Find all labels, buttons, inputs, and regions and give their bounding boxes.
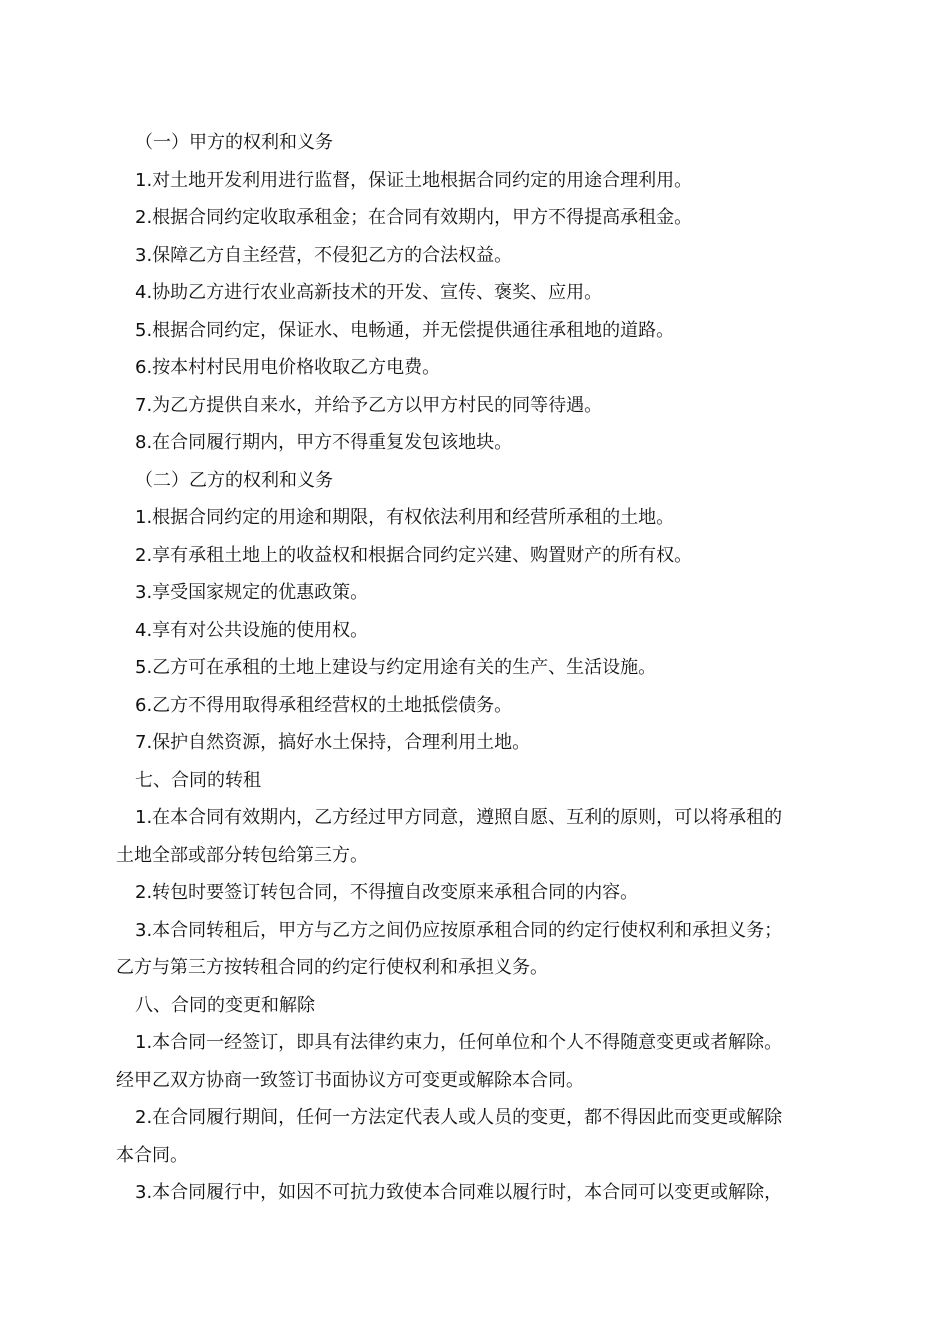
paragraph: 3.本合同履行中，如因不可抗力致使本合同难以履行时，本合同可以变更或解除， bbox=[135, 1182, 783, 1203]
paragraph: 2.根据合同约定收取承租金；在合同有效期内，甲方不得提高承租金。 bbox=[135, 207, 693, 228]
paragraph: 4.享有对公共设施的使用权。 bbox=[135, 619, 369, 641]
paragraph: 3.本合同转租后，甲方与乙方之间仍应按原承租合同的约定行使权利和承担义务； bbox=[135, 919, 783, 941]
paragraph: 5.根据合同约定，保证水、电畅通，并无偿提供通往承租地的道路。 bbox=[135, 319, 675, 341]
paragraph: 7.为乙方提供自来水，并给予乙方以甲方村民的同等待遇。 bbox=[135, 394, 603, 416]
document-body bbox=[116, 124, 836, 1212]
paragraph: 3.享受国家规定的优惠政策。 bbox=[135, 582, 369, 603]
chapter-heading: 七、合同的转租 bbox=[135, 769, 261, 791]
paragraph: 1.根据合同约定的用途和期限，有权依法利用和经营所承租的土地。 bbox=[135, 507, 675, 528]
paragraph-continuation: 乙方与第三方按转租合同的约定行使权利和承担义务。 bbox=[116, 957, 548, 978]
paragraph: 8.在合同履行期内，甲方不得重复发包该地块。 bbox=[135, 432, 513, 453]
paragraph: 2.在合同履行期间，任何一方法定代表人或人员的变更，都不得因此而变更或解除 bbox=[135, 1107, 783, 1128]
paragraph-continuation: 本合同。 bbox=[116, 1144, 188, 1166]
paragraph: 4.协助乙方进行农业高新技术的开发、宣传、褒奖、应用。 bbox=[135, 282, 603, 303]
paragraph: 1.对土地开发利用进行监督，保证土地根据合同约定的用途合理利用。 bbox=[135, 169, 693, 191]
paragraph: 3.保障乙方自主经营，不侵犯乙方的合法权益。 bbox=[135, 244, 513, 266]
paragraph: 2.享有承租土地上的收益权和根据合同约定兴建、购置财产的所有权。 bbox=[135, 544, 693, 566]
paragraph: 7.保护自然资源，搞好水土保持，合理利用土地。 bbox=[135, 732, 531, 753]
paragraph: 1.本合同一经签订，即具有法律约束力，任何单位和个人不得随意变更或者解除。 bbox=[135, 1032, 783, 1053]
paragraph: 6.乙方不得用取得承租经营权的土地抵偿债务。 bbox=[135, 694, 513, 716]
paragraph: 5.乙方可在承租的土地上建设与约定用途有关的生产、生活设施。 bbox=[135, 657, 657, 678]
chapter-heading: 八、合同的变更和解除 bbox=[135, 994, 315, 1016]
section-heading: （二）乙方的权利和义务 bbox=[135, 469, 333, 491]
paragraph: 1.在本合同有效期内，乙方经过甲方同意，遵照自愿、互利的原则，可以将承租的 bbox=[135, 807, 783, 828]
paragraph-continuation: 土地全部或部分转包给第三方。 bbox=[116, 844, 368, 866]
paragraph-continuation: 经甲乙双方协商一致签订书面协议方可变更或解除本合同。 bbox=[116, 1069, 584, 1091]
paragraph: 2.转包时要签订转包合同，不得擅自改变原来承租合同的内容。 bbox=[135, 882, 639, 903]
paragraph: 6.按本村村民用电价格收取乙方电费。 bbox=[135, 357, 441, 378]
section-heading: （一）甲方的权利和义务 bbox=[135, 132, 333, 153]
